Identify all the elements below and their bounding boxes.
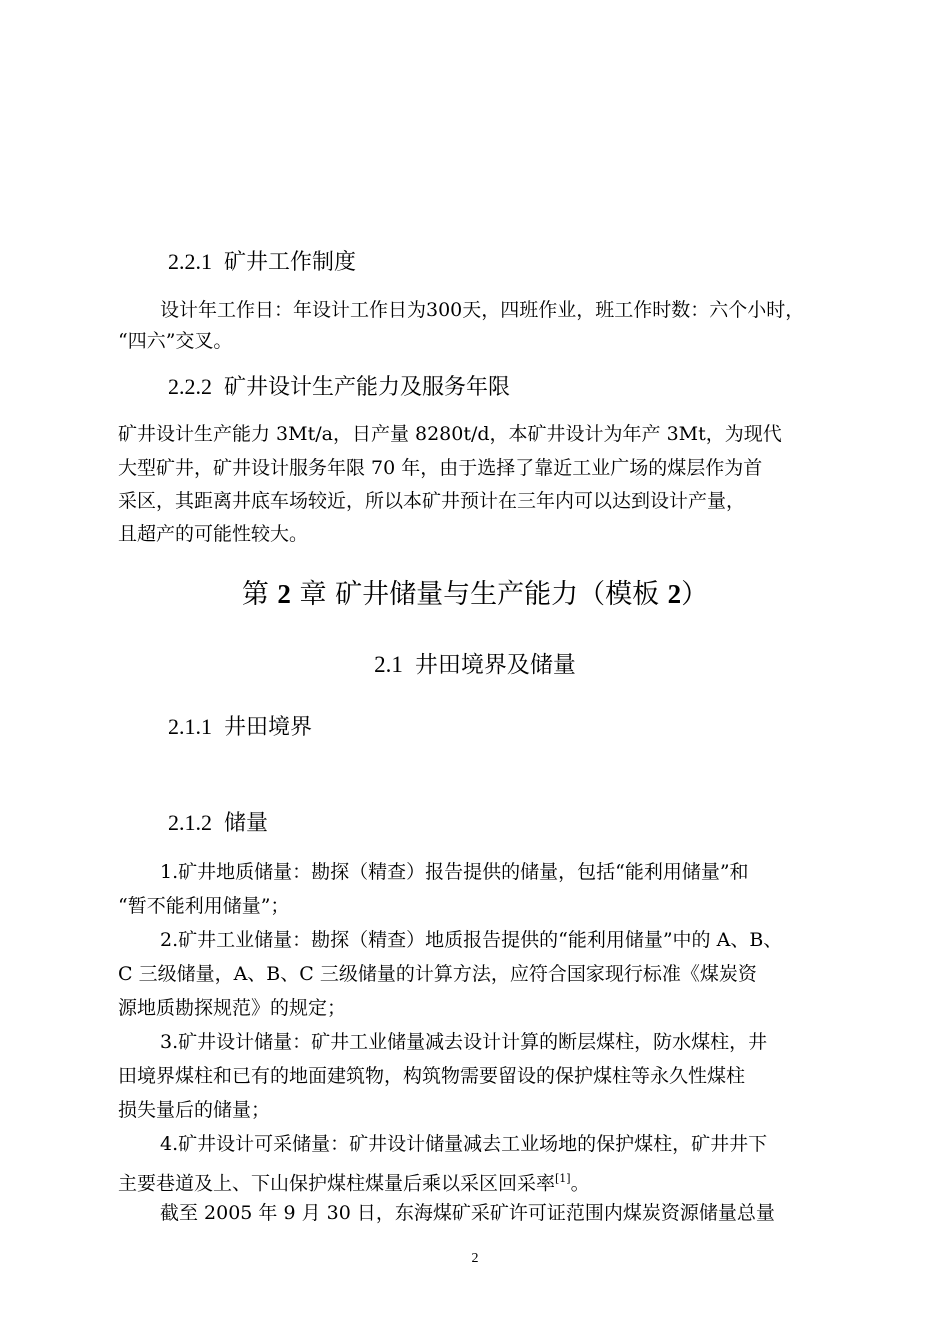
item-4-end: 。 bbox=[570, 1172, 590, 1195]
section-2-1-1-heading bbox=[168, 710, 312, 741]
item-1-line-1: 1.矿井地质储量：勘探（精查）报告提供的储量，包括“能利用储量”和 bbox=[160, 861, 749, 883]
section-title: 矿井设计生产能力及服务年限 bbox=[224, 375, 511, 400]
section-title: 矿井工作制度 bbox=[224, 250, 357, 275]
chapter-title bbox=[0, 572, 950, 611]
item-4-line-2 bbox=[118, 1162, 590, 1200]
section-number: 2.2.2 bbox=[168, 374, 212, 399]
section-number: 2.1.1 bbox=[168, 714, 212, 739]
work-schedule-line-1: 设计年工作日：年设计工作日为300天，四班作业，班工作时数：六个小时， bbox=[160, 299, 805, 321]
capacity-line-1: 矿井设计生产能力 3Mt/a，日产量 8280t/d，本矿井设计为年产 3Mt，为现代 bbox=[118, 423, 782, 445]
section-number: 2.1.2 bbox=[168, 810, 212, 835]
section-title: 井田境界及储量 bbox=[414, 652, 576, 678]
capacity-line-2: 大型矿井，矿井设计服务年限 70 年，由于选择了靠近工业广场的煤层作为首 bbox=[118, 457, 763, 479]
section-2-2-2-heading bbox=[168, 370, 510, 401]
item-2-line-3: 源地质勘探规范》的规定； bbox=[118, 997, 347, 1019]
item-2-line-1: 2.矿井工业储量：勘探（精查）地质报告提供的“能利用储量”中的 A、B、 bbox=[160, 929, 783, 951]
chapter-name: 章 矿井储量与生产能力（模板 bbox=[290, 579, 668, 610]
item-4-text: 主要巷道及上、下山保护煤柱煤量后乘以采区回采率 bbox=[118, 1172, 556, 1195]
item-4-line-1: 4.矿井设计可采储量：矿井设计储量减去工业场地的保护煤柱，矿井井下 bbox=[160, 1133, 768, 1155]
capacity-line-4: 且超产的可能性较大。 bbox=[118, 523, 309, 545]
page-number: 2 bbox=[471, 1251, 479, 1266]
section-2-2-1-heading bbox=[168, 245, 356, 276]
item-3-line-1: 3.矿井设计储量：矿井工业储量减去设计计算的断层煤柱，防水煤柱，井 bbox=[160, 1031, 768, 1053]
item-1-line-2: “暂不能利用储量”； bbox=[118, 895, 290, 917]
section-title: 井田境界 bbox=[224, 715, 313, 740]
chapter-prefix: 第 bbox=[241, 579, 278, 610]
section-2-1-heading bbox=[0, 646, 950, 679]
section-number: 2.1 bbox=[374, 652, 403, 677]
capacity-line-3: 采区，其距离井底车场较近，所以本矿井预计在三年内可以达到设计产量， bbox=[118, 490, 746, 512]
item-3-line-2: 田境界煤柱和已有的地面建筑物，构筑物需要留设的保护煤柱等永久性煤柱 bbox=[118, 1065, 746, 1087]
reserves-total-line: 截至 2005 年 9 月 30 日，东海煤矿采矿许可证范围内煤炭资源储量总量 bbox=[160, 1202, 775, 1224]
chapter-suffix: ） bbox=[681, 579, 709, 610]
item-2-line-2: C 三级储量，A、B、C 三级储量的计算方法，应符合国家现行标准《煤炭资 bbox=[118, 963, 757, 985]
work-schedule-line-2: “四六”交叉。 bbox=[118, 330, 233, 352]
citation-ref[interactable]: [1] bbox=[555, 1172, 571, 1185]
section-2-1-2-heading bbox=[168, 806, 268, 837]
section-number: 2.2.1 bbox=[168, 249, 212, 274]
template-number: 2 bbox=[667, 579, 682, 609]
chapter-number: 2 bbox=[277, 579, 291, 609]
section-title: 储量 bbox=[224, 811, 269, 836]
item-3-line-3: 损失量后的储量； bbox=[118, 1099, 271, 1121]
